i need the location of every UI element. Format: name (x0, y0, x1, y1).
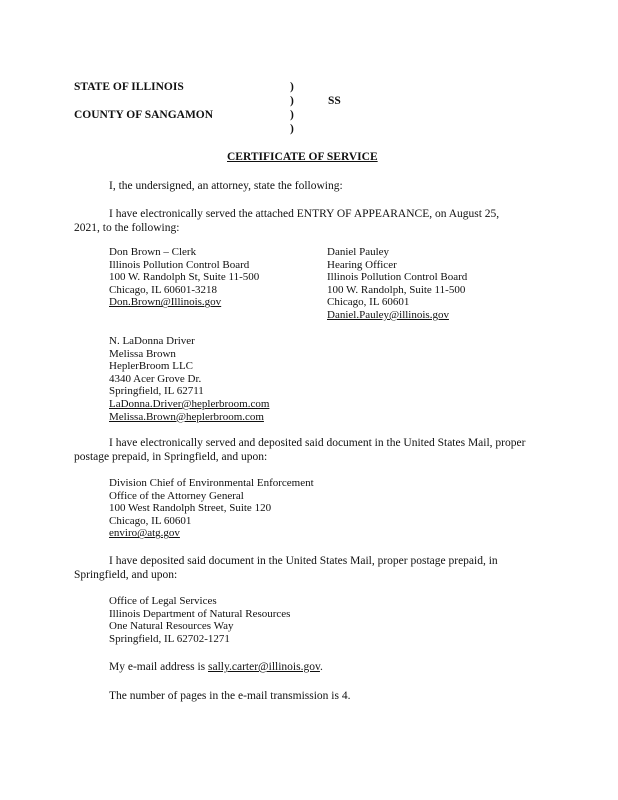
recipient-ho-org: Illinois Pollution Control Board (327, 271, 468, 284)
recipient-dnr (109, 595, 290, 645)
para3-line2: Springfield, and upon: (74, 569, 178, 581)
para3-line1: I have deposited said document in the United States Mail, proper postage prepaid, in (109, 555, 498, 567)
para2-line2: postage prepaid, in Springfield, and upon: (74, 451, 268, 463)
caption-paren-3: ) (290, 109, 294, 121)
recipient-clerk-city: Chicago, IL 60601-3218 (109, 283, 218, 296)
recipient-ag-line1: Division Chief of Environmental Enforcement (109, 477, 314, 489)
recipient-hearing-officer (327, 246, 467, 322)
recipient-ag-line3: 100 West Randolph Street, Suite 120 (109, 502, 272, 515)
recipient-hb-city: Springfield, IL 62711 (109, 385, 204, 398)
email-statement-suffix: . (319, 661, 323, 673)
page-title: CERTIFICATE OF SERVICE (227, 151, 378, 163)
recipient-ho-street: 100 W. Randolph, Suite 11-500 (327, 283, 466, 296)
caption-county: COUNTY OF SANGAMON (74, 109, 214, 121)
para1-line1: I have electronically served the attached ENTRY OF APPEARANCE, on August 25, (109, 208, 500, 220)
para2-line1: I have electronically served and deposited said document in the United States Mail, proper (109, 437, 526, 449)
recipient-hb-name1: N. LaDonna Driver (109, 335, 195, 347)
recipient-ho-city: Chicago, IL 60601 (327, 296, 410, 309)
recipient-hb-name2: Melissa Brown (109, 347, 176, 360)
recipient-dnr-line1: Office of Legal Services (109, 595, 217, 607)
email-statement-prefix: My e-mail address is (109, 661, 209, 673)
recipient-clerk-email[interactable]: Don.Brown@Illinois.gov (109, 296, 222, 309)
recipient-hb-email2[interactable]: Melissa.Brown@heplerbroom.com (109, 410, 264, 423)
recipient-attorney-general (109, 477, 314, 540)
caption-paren-4: ) (290, 123, 294, 135)
recipient-dnr-line3: One Natural Resources Way (109, 620, 234, 633)
recipient-clerk-street: 100 W. Randolph St, Suite 11-500 (109, 271, 260, 284)
recipient-ag-email[interactable]: enviro@atg.gov (109, 527, 180, 540)
recipient-ho-email[interactable]: Daniel.Pauley@illinois.gov (327, 308, 449, 321)
recipient-clerk-name: Don Brown – Clerk (109, 246, 197, 258)
sender-email-link[interactable]: sally.carter@illinois.gov (208, 661, 320, 673)
caption-paren-2: ) (290, 95, 294, 107)
recipient-hb-street: 4340 Acer Grove Dr. (109, 372, 202, 385)
para1-line2: 2021, to the following: (74, 222, 180, 234)
recipient-clerk-org: Illinois Pollution Control Board (109, 258, 250, 271)
recipient-ag-line4: Chicago, IL 60601 (109, 514, 192, 527)
recipient-ho-title: Hearing Officer (327, 258, 397, 271)
recipient-ho-name: Daniel Pauley (327, 246, 390, 258)
recipient-hb-email1[interactable]: LaDonna.Driver@heplerbroom.com (109, 397, 270, 410)
caption-state: STATE OF ILLINOIS (74, 81, 184, 93)
intro-text: I, the undersigned, an attorney, state the following: (109, 180, 343, 192)
recipient-hb-org: HeplerBroom LLC (109, 360, 194, 373)
recipient-dnr-line2: Illinois Department of Natural Resources (109, 607, 291, 620)
caption-paren-1: ) (290, 81, 294, 93)
recipient-dnr-line4: Springfield, IL 62702-1271 (109, 632, 230, 645)
recipient-clerk (109, 246, 259, 309)
caption-ss: SS (328, 95, 341, 107)
recipient-ag-line2: Office of the Attorney General (109, 489, 244, 502)
pages-statement: The number of pages in the e-mail transmission is 4. (109, 690, 351, 702)
email-statement (109, 661, 323, 674)
recipient-heplerbroom (109, 335, 269, 423)
